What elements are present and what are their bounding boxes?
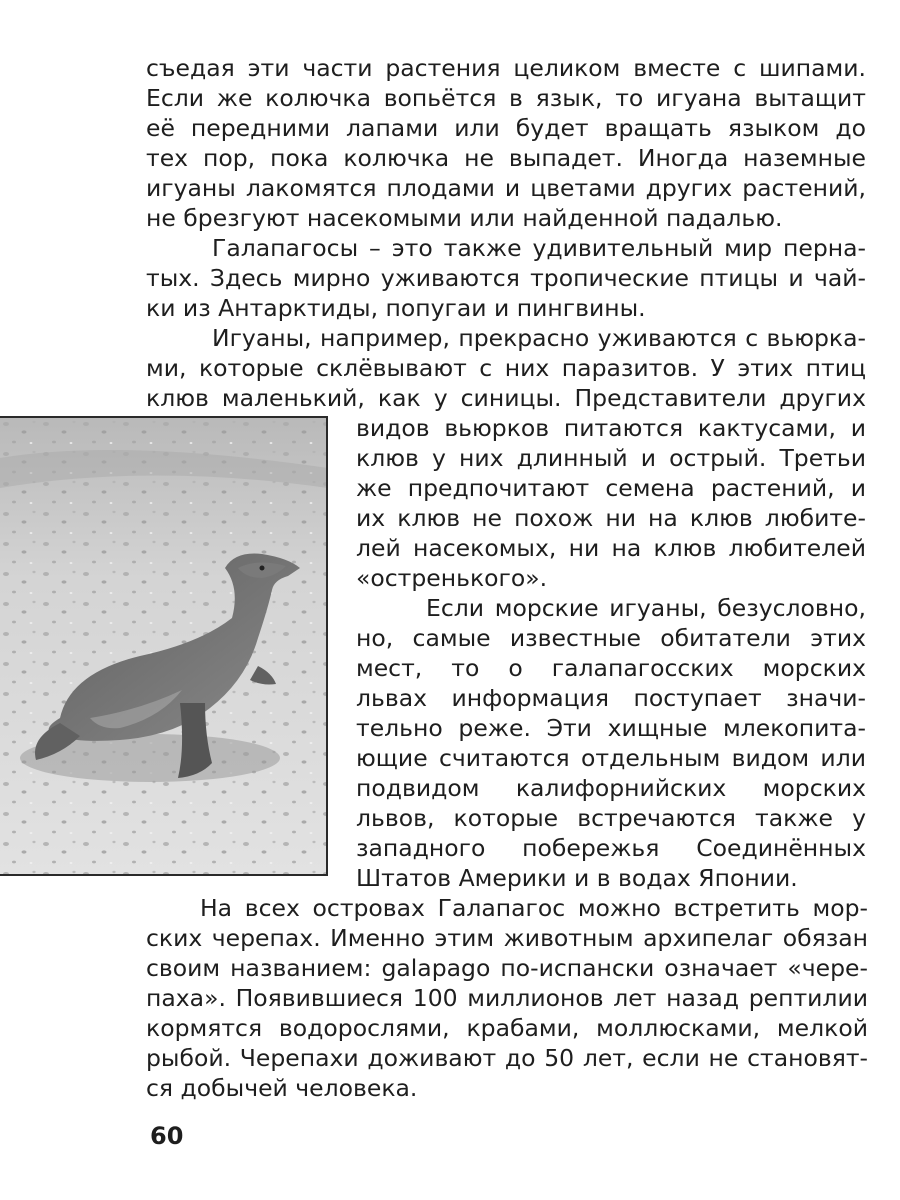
text-line: ся добычей человека. (146, 1074, 418, 1102)
text-line: ских черепах. Именно этим животным архипелаг обязан (146, 924, 868, 952)
text-line: лей насекомых, ни на клюв любителей (356, 534, 866, 562)
text-line: тельно реже. Эти хищные млекопита- (356, 714, 866, 742)
sea-lion-photo (0, 416, 328, 876)
text-line: кормятся водорослями, крабами, моллюсками, мелкой (146, 1014, 868, 1042)
text-line: не брезгуют насекомыми или найденной падалью. (146, 204, 783, 232)
text-line: их клюв не похож ни на клюв любите- (356, 504, 866, 532)
text-line: львах информация поступает значи- (356, 684, 866, 712)
text-line: но, самые известные обитатели этих (356, 624, 866, 652)
text-line: На всех островах Галапагос можно встретить мор- (200, 894, 868, 922)
text-line: мест, то о галапагосских морских (356, 654, 866, 682)
text-line: паха». Появившиеся 100 миллионов лет назад рептилии (146, 984, 868, 1012)
text-line: Штатов Америки и в водах Японии. (356, 864, 798, 892)
text-line: ми, которые склёвывают с них паразитов. У этих птиц (146, 354, 866, 382)
text-line: «остренького». (356, 564, 548, 592)
text-line: Если морские игуаны, безусловно, (426, 594, 866, 622)
text-line: клюв маленький, как у синицы. Представители других (146, 384, 866, 412)
text-line: ющие считаются отдельным видом или (356, 744, 866, 772)
text-line: тых. Здесь мирно уживаются тропические птицы и чай- (146, 264, 866, 292)
text-line: своим названием: galapago по-испански означает «чере- (146, 954, 868, 982)
text-line: подвидом калифорнийских морских (356, 774, 866, 802)
text-line: её передними лапами или будет вращать языком до (146, 114, 866, 142)
page-number: 60 (150, 1122, 184, 1150)
text-line: Игуаны, например, прекрасно уживаются с вьюрка- (212, 324, 866, 352)
text-line: клюв у них длинный и острый. Третьи (356, 444, 866, 472)
text-line: Галапагосы – это также удивительный мир перна- (212, 234, 866, 262)
text-line: игуаны лакомятся плодами и цветами других растений, (146, 174, 866, 202)
text-line: тех пор, пока колючка не выпадет. Иногда наземные (146, 144, 866, 172)
text-line: видов вьюрков питаются кактусами, и (356, 414, 866, 442)
text-line: съедая эти части растения целиком вместе с шипами. (146, 54, 866, 82)
text-line: ки из Антарктиды, попугаи и пингвины. (146, 294, 646, 322)
text-line: же предпочитают семена растений, и (356, 474, 866, 502)
text-line: западного побережья Соединённых (356, 834, 866, 862)
text-line: львов, которые встречаются также у (356, 804, 866, 832)
text-line: рыбой. Черепахи доживают до 50 лет, если не становят- (146, 1044, 868, 1072)
text-line: Если же колючка вопьётся в язык, то игуана вытащит (146, 84, 866, 112)
